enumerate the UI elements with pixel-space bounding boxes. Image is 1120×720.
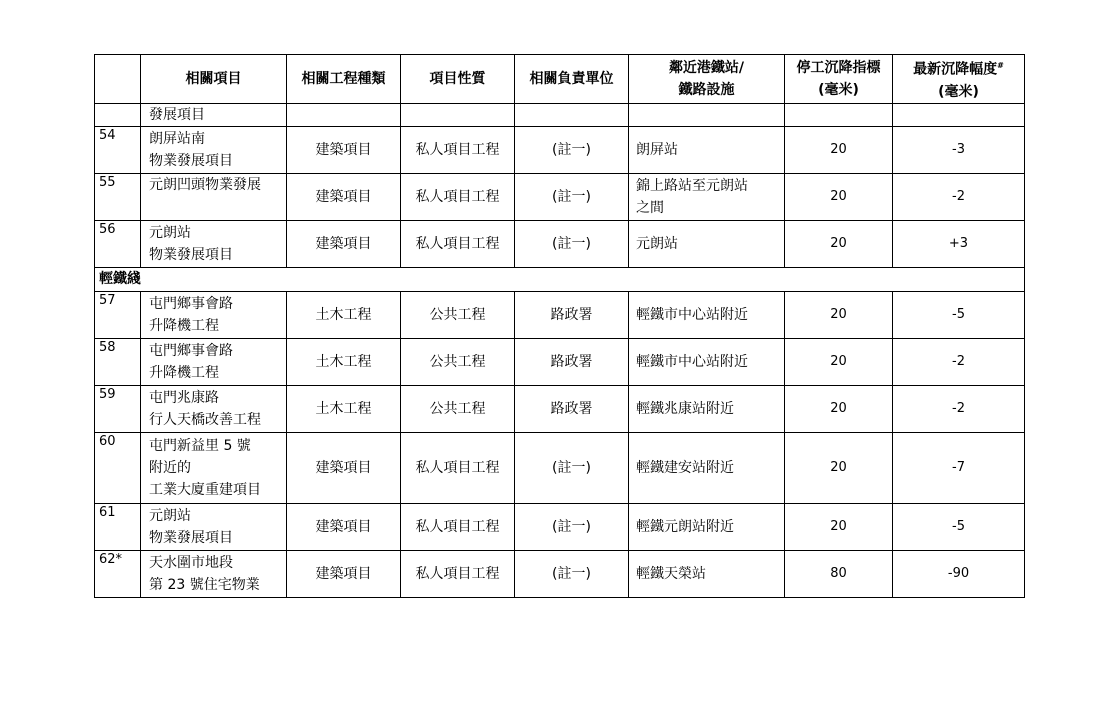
header-no (95, 55, 141, 104)
cell-latest: -2 (893, 338, 1025, 385)
cell-work: 建築項目 (287, 432, 401, 503)
header-nature: 項目性質 (401, 55, 515, 104)
table-row (95, 503, 1025, 550)
cell-no: 55 (95, 173, 141, 220)
cell-limit: 20 (785, 173, 893, 220)
cell-work: 建築項目 (287, 220, 401, 267)
cell-item-line: 屯門鄉事會路 (149, 295, 233, 312)
header-work-type: 相關工程種類 (287, 55, 401, 104)
cell-station: 輕鐵元朗站附近 (629, 503, 785, 550)
table-row (95, 550, 1025, 597)
cell-party: 路政署 (515, 338, 629, 385)
cell-station-line: 之間 (636, 199, 664, 216)
cell-limit: 20 (785, 385, 893, 432)
cell-item-line: 第 23 號住宅物業 (149, 576, 260, 593)
cell-item-line: 屯門新益里 5 號 (149, 437, 251, 454)
cell-party (515, 103, 629, 126)
cell-nature: 公共工程 (401, 291, 515, 338)
table-row (95, 291, 1025, 338)
cell-party: (註一) (515, 503, 629, 550)
cell-item (141, 220, 287, 267)
cell-station: 輕鐵兆康站附近 (629, 385, 785, 432)
cell-limit: 20 (785, 432, 893, 503)
cell-limit: 20 (785, 338, 893, 385)
settlement-table (94, 54, 1025, 598)
header-party: 相關負責單位 (515, 55, 629, 104)
cell-limit: 20 (785, 220, 893, 267)
cell-no: 60 (95, 432, 141, 503)
cell-station: 輕鐵市中心站附近 (629, 338, 785, 385)
header-station-line2: 鐵路設施 (678, 81, 735, 98)
cell-item-line: 行人天橋改善工程 (149, 411, 261, 428)
cell-party: (註一) (515, 432, 629, 503)
cell-work: 土木工程 (287, 385, 401, 432)
cell-party: (註一) (515, 550, 629, 597)
cell-item (141, 385, 287, 432)
cell-item-line: 天水圍市地段 (149, 554, 233, 571)
cell-latest: -7 (893, 432, 1025, 503)
cell-party: 路政署 (515, 291, 629, 338)
cell-nature: 私人項目工程 (401, 432, 515, 503)
header-limit-line1: 停工沉降指標 (796, 59, 881, 76)
cell-station (629, 103, 785, 126)
cell-no: 56 (95, 220, 141, 267)
cell-item-line: 升降機工程 (149, 364, 219, 381)
cell-party: 路政署 (515, 385, 629, 432)
table-row (95, 220, 1025, 267)
cell-work: 建築項目 (287, 550, 401, 597)
cell-item (141, 126, 287, 173)
header-latest-text: 最新沉降幅度 (913, 61, 998, 78)
header-latest-line2: (毫米) (938, 83, 979, 100)
table-row (95, 385, 1025, 432)
cell-nature (401, 103, 515, 126)
cell-latest: -5 (893, 291, 1025, 338)
cell-nature: 公共工程 (401, 338, 515, 385)
cell-latest: +3 (893, 220, 1025, 267)
cell-nature: 私人項目工程 (401, 126, 515, 173)
cell-item-line: 朗屏站南 (149, 130, 205, 147)
cell-latest: -2 (893, 173, 1025, 220)
cell-limit: 20 (785, 291, 893, 338)
table-row (95, 432, 1025, 503)
cell-nature: 私人項目工程 (401, 220, 515, 267)
cell-work: 土木工程 (287, 291, 401, 338)
cell-item-line: 升降機工程 (149, 317, 219, 334)
header-item: 相關項目 (141, 55, 287, 104)
header-limit-line2: (毫米) (818, 81, 859, 98)
cell-work (287, 103, 401, 126)
cell-no: 57 (95, 291, 141, 338)
cell-no: 62* (95, 550, 141, 597)
cell-station: 輕鐵天榮站 (629, 550, 785, 597)
section-title: 輕鐵綫 (95, 267, 1025, 291)
cell-station: 朗屏站 (629, 126, 785, 173)
cell-item-line: 屯門鄉事會路 (149, 342, 233, 359)
cell-nature: 公共工程 (401, 385, 515, 432)
table-row (95, 173, 1025, 220)
header-latest (893, 55, 1025, 104)
cell-station: 輕鐵市中心站附近 (629, 291, 785, 338)
cell-item (141, 432, 287, 503)
cell-no (95, 103, 141, 126)
cell-item (141, 550, 287, 597)
cell-no: 59 (95, 385, 141, 432)
cell-party: (註一) (515, 173, 629, 220)
header-station (629, 55, 785, 104)
cell-work: 建築項目 (287, 503, 401, 550)
cell-no: 54 (95, 126, 141, 173)
cell-station: 元朗站 (629, 220, 785, 267)
section-row (95, 267, 1025, 291)
header-limit (785, 55, 893, 104)
header-latest-mark: # (997, 61, 1004, 70)
cell-item-line: 屯門兆康路 (149, 389, 219, 406)
table-row (95, 103, 1025, 126)
cell-item: 元朗凹頭物業發展 (141, 173, 287, 220)
cell-no: 58 (95, 338, 141, 385)
cell-item-line: 物業發展項目 (149, 246, 233, 263)
cell-station: 輕鐵建安站附近 (629, 432, 785, 503)
cell-station-line: 錦上路站至元朗站 (636, 177, 748, 194)
cell-no: 61 (95, 503, 141, 550)
cell-work: 建築項目 (287, 173, 401, 220)
cell-latest: -5 (893, 503, 1025, 550)
cell-party: (註一) (515, 126, 629, 173)
cell-party: (註一) (515, 220, 629, 267)
cell-item (141, 338, 287, 385)
cell-nature: 私人項目工程 (401, 173, 515, 220)
cell-limit: 80 (785, 550, 893, 597)
cell-item-line: 工業大廈重建項目 (149, 481, 261, 498)
table-row (95, 338, 1025, 385)
cell-item-line: 附近的 (149, 459, 191, 476)
cell-limit: 20 (785, 503, 893, 550)
cell-item-line: 物業發展項目 (149, 529, 233, 546)
cell-work: 建築項目 (287, 126, 401, 173)
header-station-line1: 鄰近港鐵站/ (668, 59, 745, 76)
cell-station (629, 173, 785, 220)
cell-item (141, 503, 287, 550)
cell-latest: -90 (893, 550, 1025, 597)
table-row (95, 126, 1025, 173)
header-latest-line1 (893, 55, 1024, 81)
cell-latest: -3 (893, 126, 1025, 173)
cell-item-line: 物業發展項目 (149, 152, 233, 169)
cell-latest (893, 103, 1025, 126)
cell-item (141, 291, 287, 338)
cell-nature: 私人項目工程 (401, 550, 515, 597)
cell-work: 土木工程 (287, 338, 401, 385)
header-row (95, 55, 1025, 104)
cell-latest: -2 (893, 385, 1025, 432)
cell-limit: 20 (785, 126, 893, 173)
cell-item-line: 元朗站 (149, 507, 191, 524)
cell-item-line: 元朗站 (149, 224, 191, 241)
cell-limit (785, 103, 893, 126)
cell-item: 發展項目 (141, 103, 287, 126)
cell-nature: 私人項目工程 (401, 503, 515, 550)
